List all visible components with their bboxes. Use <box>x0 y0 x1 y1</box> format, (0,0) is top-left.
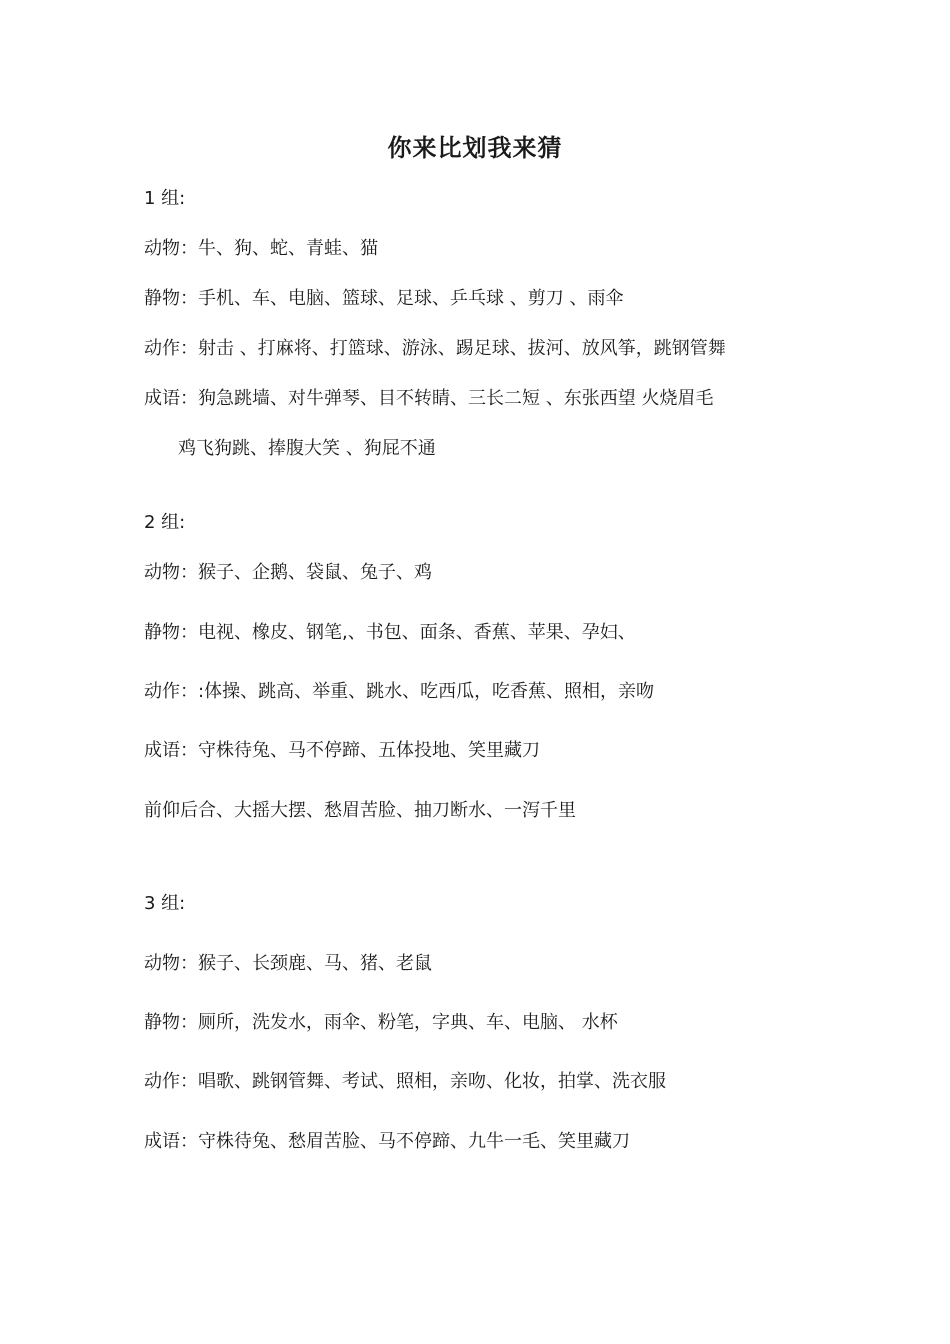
group-2-idioms-continued: 前仰后合、大摇大摆、愁眉苦脸、抽刀断水、一泻千里 <box>144 800 576 821</box>
group-2-objects: 静物：电视、橡皮、钢笔,、书包、面条、香蕉、苹果、孕妇、 <box>144 622 636 643</box>
page-title: 你来比划我来猜 <box>387 133 563 162</box>
group-2-actions: 动作：:体操、跳高、举重、跳水、吃西瓜，吃香蕉、照相，亲吻 <box>144 681 655 702</box>
group-1-objects: 静物：手机、车、电脑、篮球、足球、乒乓球 、剪刀 、雨伞 <box>144 288 624 309</box>
group-3-heading: 3 组: <box>144 893 186 914</box>
group-2-heading: 2 组: <box>144 512 186 533</box>
group-1-heading: 1 组: <box>144 188 186 209</box>
group-1-actions: 动作：射击 、打麻将、打篮球、游泳、踢足球、拔河、放风筝，跳钢管舞 <box>144 338 726 359</box>
group-1-idioms: 成语：狗急跳墙、对牛弹琴、目不转睛、三长二短 、东张西望 火烧眉毛 <box>144 388 714 409</box>
group-3-objects: 静物：厕所，洗发水，雨伞、粉笔，字典、车、电脑、 水杯 <box>144 1012 618 1033</box>
group-2-animals: 动物：猴子、企鹅、袋鼠、兔子、鸡 <box>144 562 432 583</box>
group-1-animals: 动物：牛、狗、蛇、青蛙、猫 <box>144 238 378 259</box>
group-3-idioms: 成语：守株待兔、愁眉苦脸、马不停蹄、九牛一毛、笑里藏刀 <box>144 1131 630 1152</box>
group-3-animals: 动物：猴子、长颈鹿、马、猪、老鼠 <box>144 953 432 974</box>
group-1-idioms-continued: 鸡飞狗跳、捧腹大笑 、狗屁不通 <box>178 438 436 459</box>
group-3-actions: 动作：唱歌、跳钢管舞、考试、照相，亲吻、化妆，拍掌、洗衣服 <box>144 1071 666 1092</box>
group-2-idioms: 成语：守株待兔、马不停蹄、五体投地、笑里藏刀 <box>144 740 540 761</box>
